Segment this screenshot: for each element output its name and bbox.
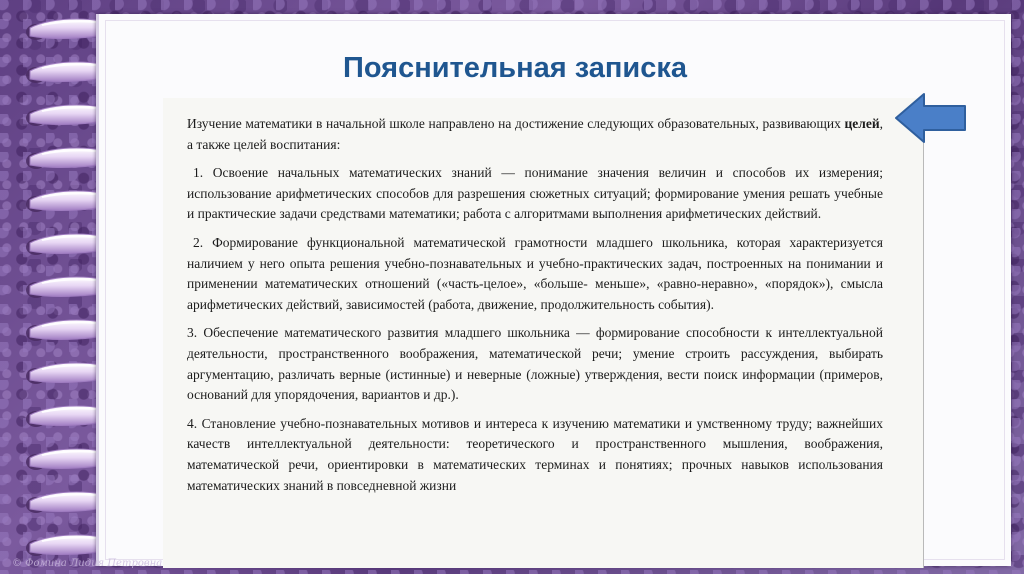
- document-excerpt: [163, 98, 924, 568]
- goal-item-4: 4. Становление учебно-познавательных мотивов и интереса к изучению математики и умственному труду; важнейших качеств интеллектуальной деятельности: теоретического и пространственного мышления, воображения, математической речи, ориентировки в математических терминах и понятиях; прочных навыков использования математических знаний в повседневной жизни: [187, 415, 883, 493]
- goal-item-1: 1. Освоение начальных математических знаний — понимание значения величин и способов их измерения; использование арифметических способов для разрешения сюжетных ситуаций; формирование умения решать учебные и практические задачи средствами математики; работа с алгоритмами выполнения арифметических действий.: [187, 165, 883, 222]
- page-title: Пояснительная записка: [342, 52, 688, 84]
- goal-item-3: 3. Обеспечение математического развития младшего школьника — формирование способности к интеллектуальной деятельности, пространственного воображения, математической речи; умение строить рассуждения, выбирать аргументацию, различать верные (истинные) и неверные (ложные) утверждения, вести поиск информации (примеров, оснований для упорядочения, вариантов и др.).: [187, 325, 883, 403]
- slide-page: [96, 14, 1011, 566]
- document-text: [187, 114, 883, 504]
- watermark: © Фомина Лидия Петровна: [12, 558, 163, 569]
- arrow-left-icon[interactable]: [894, 92, 968, 144]
- intro-paragraph: [187, 114, 883, 155]
- intro-text-end: , а также целей воспитания:: [187, 116, 883, 152]
- intro-text-start: Изучение математики в начальной школе направлено на достижение следующих образовательных, развивающих: [187, 116, 845, 131]
- goal-item-2: 2. Формирование функциональной математической грамотности младшего школьника, которая характеризуется наличием у него опыта решения учебно-познавательных и учебно-практических задач, построенных на понимании и применении математических отношений («часть-целое», «больше- меньше», «равно-неравно», «порядок»), смысла арифметических действий, зависимостей (работа, движение, продолжительность события).: [187, 234, 883, 312]
- intro-bold-word: целей: [844, 116, 880, 131]
